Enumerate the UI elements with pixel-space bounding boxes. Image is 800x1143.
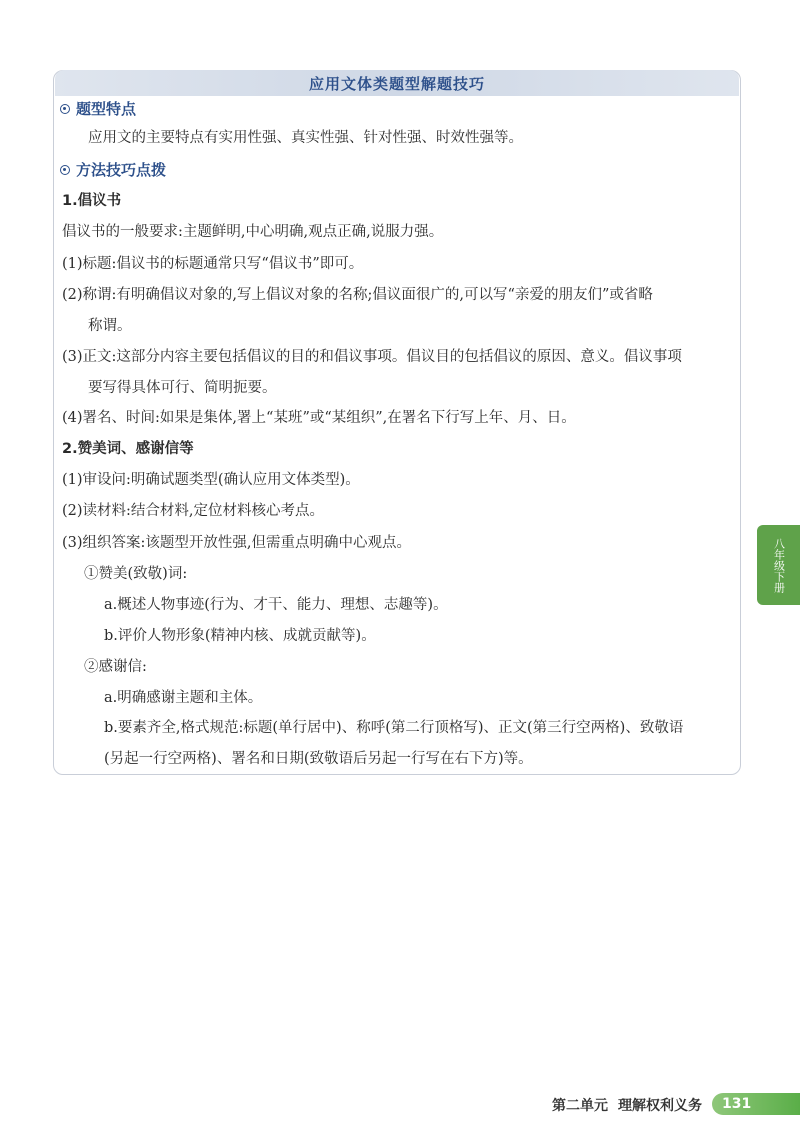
praise-item-3: (3)组织答案:该题型开放性强,但需重点明确中心观点。 (62, 535, 412, 551)
praise-item-1: (1)审设问:明确试题类型(确认应用文体类型)。 (62, 472, 360, 488)
proposal-item-3-line-2: 要写得具体可行、简明扼要。 (88, 380, 277, 396)
target-bullet-icon (60, 104, 70, 114)
grade-side-tab-label: 八年级下册 (772, 537, 786, 593)
grade-side-tab (757, 525, 800, 605)
section-heading-methods (60, 159, 166, 180)
proposal-item-4: (4)署名、时间:如果是集体,署上“某班”或“某组织”,在署名下行写上年、月、日。 (62, 410, 576, 426)
proposal-item-2-line-1: (2)称谓:有明确倡议对象的,写上倡议对象的名称;倡议面很广的,可以写“亲爱的朋友们”或省略 (62, 287, 653, 303)
box-title-bar (55, 70, 739, 96)
praise-sub-2: ②感谢信: (84, 659, 147, 675)
box-title: 应用文体类题型解题技巧 (308, 74, 485, 93)
target-bullet-icon (60, 165, 70, 175)
part-title-praise: 2.赞美词、感谢信等 (62, 441, 194, 457)
praise-item-2: (2)读材料:结合材料,定位材料核心考点。 (62, 503, 325, 519)
praise-sub-2b-line-2: (另起一行空两格)、署名和日期(致敬语后另起一行写在右下方)等。 (104, 751, 533, 767)
praise-sub-2a: a.明确感谢主题和主体。 (104, 690, 263, 706)
section-heading-text: 方法技巧点拨 (76, 161, 167, 179)
praise-sub-1a: a.概述人物事迹(行为、才干、能力、理想、志趣等)。 (104, 597, 448, 613)
praise-sub-1: ①赞美(致敬)词: (84, 566, 188, 582)
footer-unit-label: 第二单元 (552, 1098, 608, 1114)
section-heading-features (60, 98, 136, 119)
proposal-item-1: (1)标题:倡议书的标题通常只写“倡议书”即可。 (62, 256, 364, 272)
proposal-intro: 倡议书的一般要求:主题鲜明,中心明确,观点正确,说服力强。 (62, 224, 444, 240)
praise-sub-1b: b.评价人物形象(精神内核、成就贡献等)。 (104, 628, 376, 644)
proposal-item-3-line-1: (3)正文:这部分内容主要包括倡议的目的和倡议事项。倡议目的包括倡议的原因、意义。倡议事项 (62, 349, 682, 365)
proposal-item-2-line-2: 称谓。 (88, 318, 132, 334)
section-heading-text: 题型特点 (76, 100, 137, 118)
praise-sub-2b-line-1: b.要素齐全,格式规范:标题(单行居中)、称呼(第二行顶格写)、正文(第三行空两格)、致敬语 (104, 720, 684, 736)
page-number-badge (712, 1093, 800, 1115)
page-number: 131 (722, 1096, 752, 1112)
footer-unit (552, 1095, 702, 1115)
footer-unit-title: 理解权利义务 (618, 1098, 702, 1114)
features-text: 应用文的主要特点有实用性强、真实性强、针对性强、时效性强等。 (88, 130, 523, 146)
part-title-proposal: 1.倡议书 (62, 193, 122, 209)
